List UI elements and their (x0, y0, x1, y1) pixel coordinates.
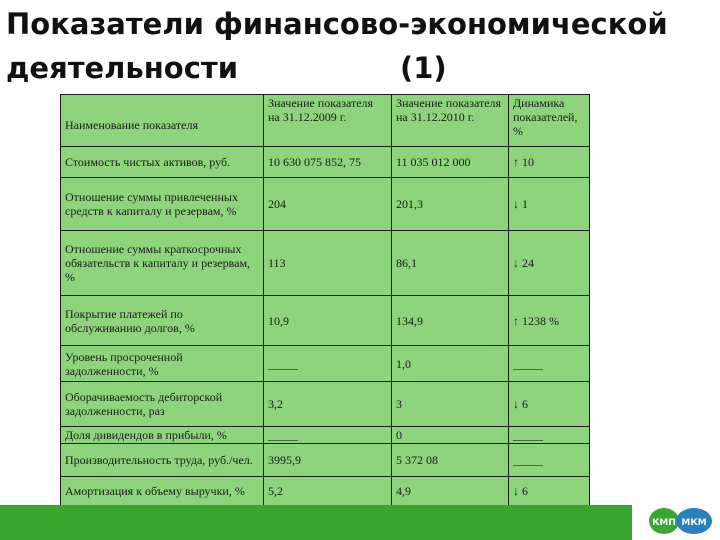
row-dynamics: _____ (509, 427, 590, 444)
table-row (61, 382, 590, 427)
row-dynamics: ↓ 6 (509, 477, 590, 506)
table-row (61, 231, 590, 296)
title-number: (1) (400, 51, 447, 85)
row-name: Уровень просроченной задолженности, % (61, 346, 264, 382)
row-value-2009: 3995,9 (264, 444, 392, 477)
row-value-2009: 10,9 (264, 296, 392, 346)
row-value-2010: 5 372 08 (392, 444, 509, 477)
row-name: Доля дивидендов в прибыли, % (61, 427, 264, 444)
row-value-2009: 3,2 (264, 382, 392, 427)
row-dynamics: ↓ 6 (509, 382, 590, 427)
row-name: Стоимость чистых активов, руб. (61, 147, 264, 178)
title-line-1: Показатели финансово-экономической (6, 7, 668, 41)
row-dynamics: _____ (509, 346, 590, 382)
row-value-2010: 201,3 (392, 178, 509, 231)
row-name: Оборачиваемость дебиторской задолженности, раз (61, 382, 264, 427)
table-row (61, 444, 590, 477)
financial-indicators-table (60, 94, 590, 506)
footer-bar (0, 505, 632, 540)
row-value-2009: _____ (264, 427, 392, 444)
row-value-2010: 1,0 (392, 346, 509, 382)
table-row (61, 477, 590, 506)
table-row (61, 178, 590, 231)
row-value-2010: 86,1 (392, 231, 509, 296)
row-name: Отношение суммы привлеченных средств к капиталу и резервам, % (61, 178, 264, 231)
row-dynamics: ↑ 10 (509, 147, 590, 178)
title-line-2: деятельности (6, 51, 239, 85)
row-value-2010: 11 035 012 000 (392, 147, 509, 178)
table-header-row (61, 95, 590, 147)
table-row (61, 427, 590, 444)
header-dynamics: Динамика показателей, % (509, 95, 590, 147)
row-dynamics: ↑ 1238 % (509, 296, 590, 346)
header-value-2010: Значение показателя на 31.12.2010 г. (392, 95, 509, 147)
row-name: Производительность труда, руб./чел. (61, 444, 264, 477)
row-value-2010: 3 (392, 382, 509, 427)
row-name: Амортизация к объему выручки, % (61, 477, 264, 506)
row-value-2009: 113 (264, 231, 392, 296)
row-value-2010: 4,9 (392, 477, 509, 506)
row-name: Отношение суммы краткосрочных обязательств к капиталу и резервам, % (61, 231, 264, 296)
header-value-2009: Значение показателя на 31.12.2009 г. (264, 95, 392, 147)
row-value-2009: 5,2 (264, 477, 392, 506)
row-dynamics: _____ (509, 444, 590, 477)
row-dynamics: ↓ 1 (509, 178, 590, 231)
header-indicator-name: Наименование показателя (61, 95, 264, 147)
row-value-2009: 204 (264, 178, 392, 231)
row-dynamics: ↓ 24 (509, 231, 590, 296)
row-value-2010: 134,9 (392, 296, 509, 346)
row-value-2010: 0 (392, 427, 509, 444)
row-value-2009: 10 630 075 852, 75 (264, 147, 392, 178)
row-name: Покрытие платежей по обслуживанию долгов, % (61, 296, 264, 346)
slide-title (6, 2, 706, 90)
row-value-2009: _____ (264, 346, 392, 382)
table-row (61, 296, 590, 346)
logo-left-text: КМП (652, 518, 676, 528)
company-logo (648, 506, 714, 536)
table-row (61, 147, 590, 178)
logo-right-text: МКМ (681, 518, 707, 528)
table-row (61, 346, 590, 382)
